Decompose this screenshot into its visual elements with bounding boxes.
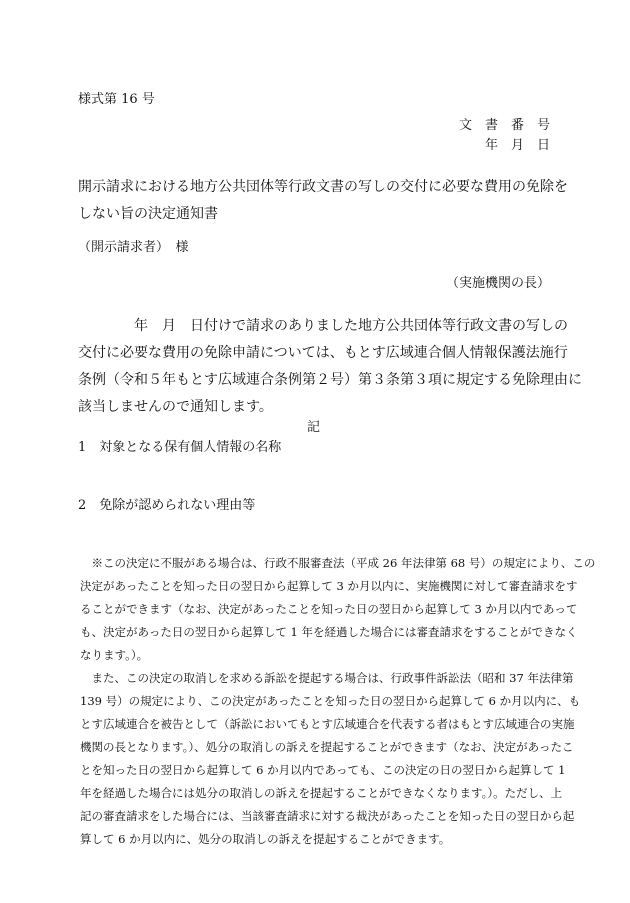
- notes-block: [80, 552, 595, 851]
- body-paragraph: [78, 313, 582, 421]
- note-line: 決定があったことを知った日の翌日から起算して 3 か月以内に、実施機関に対して審査請求をす: [80, 579, 578, 593]
- addressee: （開示請求者） 様: [78, 240, 189, 255]
- note-line: とす広域連合を被告として（訴訟においてもとす広域連合を代表する者はもとす広域連合の実施: [80, 717, 575, 731]
- body-line: 交付に必要な費用の免除申請については、もとす広域連合個人情報保護法施行: [78, 345, 568, 361]
- note-line: 年を経過した場合には処分の取消しの訴えを提起することができなくなります。）。ただし、上: [80, 786, 563, 800]
- note-line: も、決定があった日の翌日から起算して 1 年を経過した場合には審査請求をすることができなく: [80, 625, 578, 639]
- note-line: また、この決定の取消しを求める訴訟を提起する場合は、行政事件訴訟法（昭和 37 年法律第: [80, 671, 574, 685]
- note-line: 記の審査請求をした場合には、当該審査請求に対する裁決があったことを知った日の翌日から起: [80, 809, 575, 823]
- item-1-heading: 1 対象となる保有個人情報の名称: [78, 440, 282, 455]
- note-line: 機関の長となります。）、処分の取消しの訴えを提起することができます（なお、決定があったこ: [80, 740, 574, 754]
- form-number: 様式第 16 号: [78, 92, 155, 107]
- document-title: [78, 174, 568, 228]
- body-line: 年 月 日付けで請求のありました地方公共団体等行政文書の写しの: [78, 318, 568, 334]
- body-line: 条例（令和５年もとす広域連合条例第２号）第３条第３項に規定する免除理由に: [78, 372, 582, 388]
- document-number-label: 文 書 番 号: [458, 118, 550, 133]
- date-label: 年 月 日: [484, 138, 550, 153]
- title-line: 開示請求における地方公共団体等行政文書の写しの交付に必要な費用の免除を: [78, 179, 568, 195]
- sender: （実施機関の長）: [445, 276, 550, 291]
- note-line: とを知った日の翌日から起算して 6 か月以内であっても、この決定の日の翌日から起算して 1: [80, 763, 566, 777]
- item-2-heading: 2 免除が認められない理由等: [78, 498, 256, 513]
- note-line: 139 号）の規定により、この決定があったことを知った日の翌日から起算して 6 か月以内に、も: [80, 694, 581, 708]
- body-line: 該当しませんので通知します。: [78, 399, 273, 415]
- ki-heading: 記: [307, 420, 321, 435]
- note-line: ※この決定に不服がある場合は、行政不服審査法（平成 26 年法律第 68 号）の規定により、この: [80, 556, 596, 570]
- title-line: しない旨の決定通知書: [78, 206, 218, 222]
- note-line: ることができます（なお、決定があったことを知った日の翌日から起算して 3 か月以内であって: [80, 602, 578, 616]
- note-line: 算して 6 か月以内に、処分の取消しの訴えを提起することができます。: [80, 832, 451, 846]
- note-line: なります。）。: [80, 648, 149, 662]
